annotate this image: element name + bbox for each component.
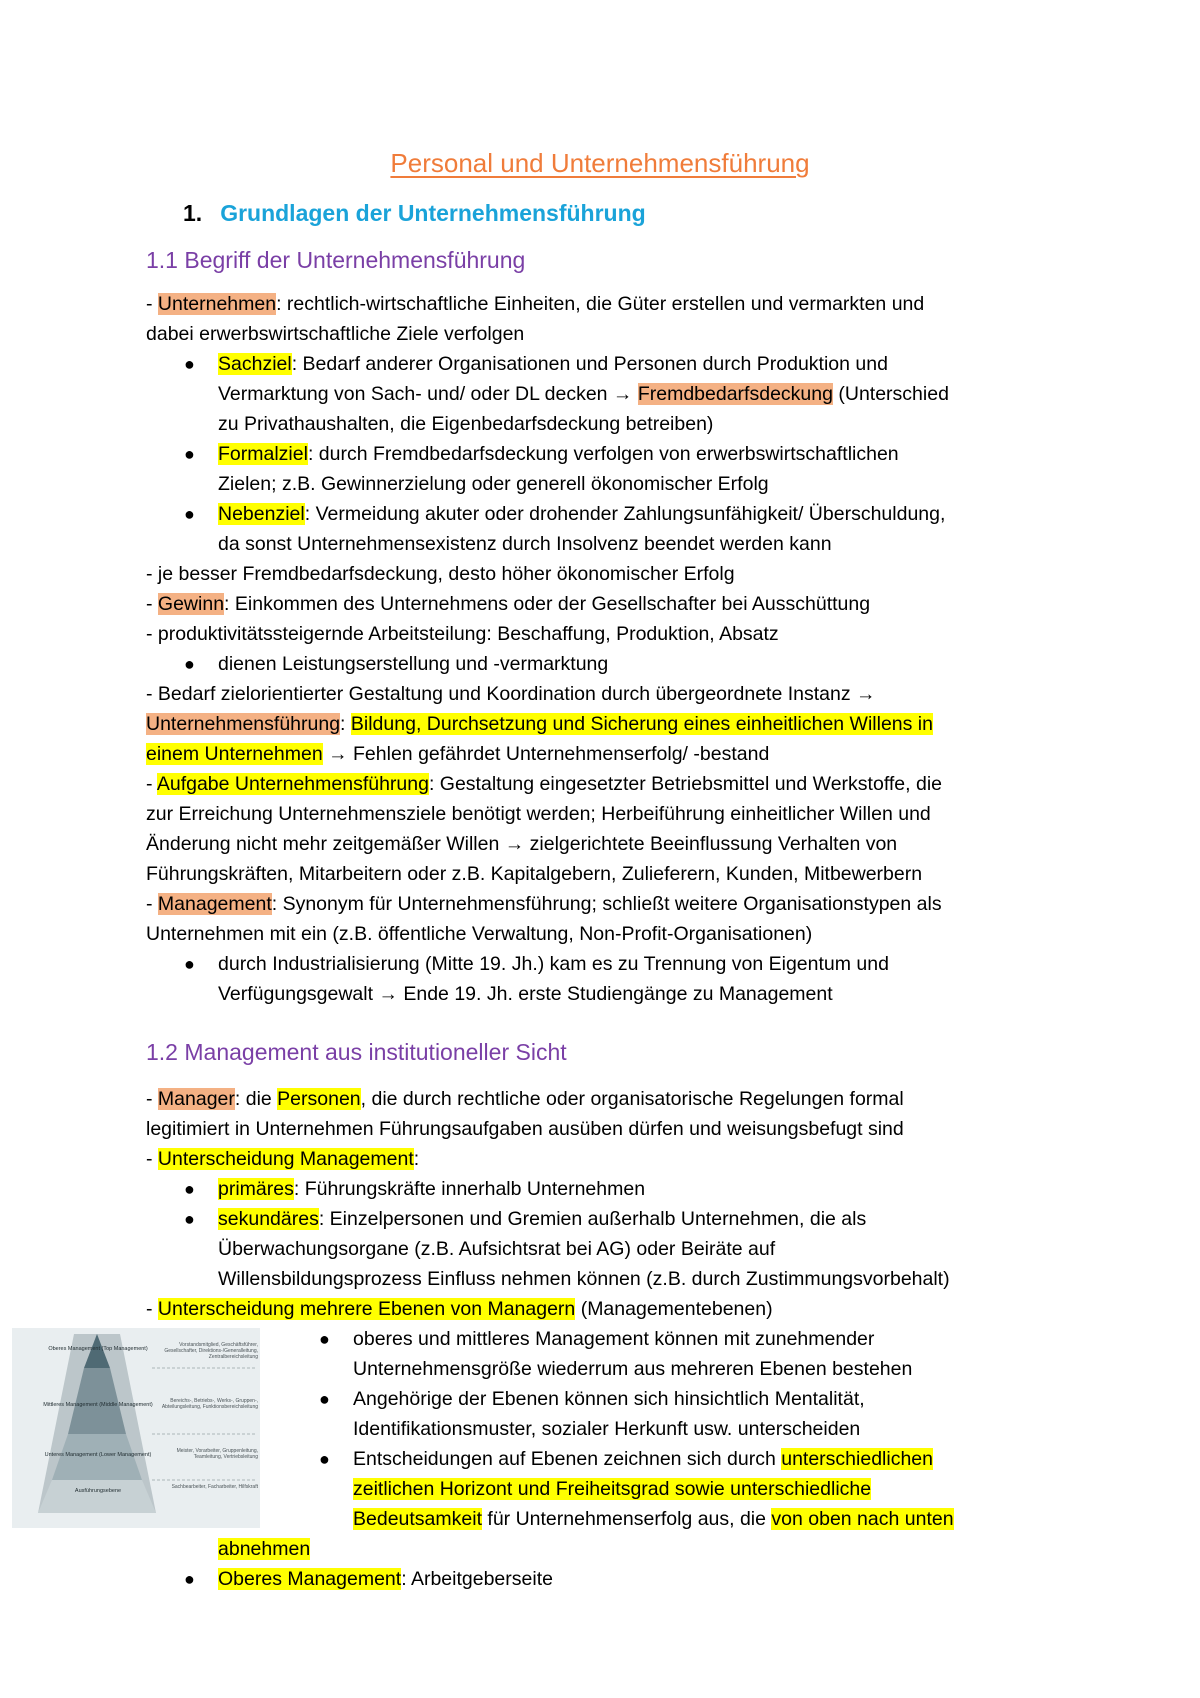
text-line <box>218 529 832 559</box>
text-run: Entscheidungen auf Ebenen zeichnen sich durch <box>353 1448 782 1470</box>
text-line <box>218 409 713 439</box>
text-highlight: Oberes Management <box>218 1568 402 1590</box>
text-run: : <box>340 713 351 735</box>
text-run: Willensbildungsprozess Einfluss nehmen können (z.B. durch Zustimmungsvorbehalt) <box>218 1268 950 1290</box>
text-highlight: Personen <box>277 1088 361 1110</box>
text-run: - <box>146 293 158 315</box>
text-run: Führungskräften, Mitarbeitern oder z.B. Kapitalgebern, Zulieferern, Kunden, Mitbewerbern <box>146 863 923 885</box>
text-run: zur Erreichung Unternehmensziele benötigt werden; Herbeiführung einheitlicher Willen und <box>146 803 931 825</box>
text-line <box>353 1474 871 1504</box>
bullet-marker: ● <box>319 1389 330 1409</box>
text-run: da sonst Unternehmensexistenz durch Insolvenz beendet werden kann <box>218 533 832 555</box>
text-highlight: Sachziel <box>218 353 292 375</box>
text-line <box>146 919 812 949</box>
text-highlight: primäres <box>218 1178 294 1200</box>
pyramid-base <box>38 1480 156 1513</box>
text-run: zu Privathaushalten, die Eigenbedarfsdeckung betreiben) <box>218 413 714 435</box>
text-run: (Managementebenen) <box>575 1298 773 1320</box>
text-highlight: Aufgabe Unternehmensführung <box>156 773 429 795</box>
pyramid-level-description: Sachbearbeiter, Facharbeiter, Hilfskraft <box>171 1484 258 1490</box>
text-highlight: zeitlichen Horizont und Freiheitsgrad sowie unterschiedliche <box>353 1478 872 1500</box>
text-line <box>146 679 876 709</box>
text-line <box>146 799 931 829</box>
bullet-line <box>218 649 608 679</box>
text-run: - je besser Fremdbedarfsdeckung, desto höher ökonomischer Erfolg <box>146 563 735 585</box>
bullet-marker: ● <box>184 444 195 464</box>
term-highlight: Unternehmensführung <box>146 713 341 735</box>
pyramid-level-description: Vorstandsmitglied, Geschäftsführer, Gesellschafter, Direktions-/Generalleitung, Zentralbereichsleitung <box>164 1342 258 1360</box>
text-highlight: unterschiedlichen <box>781 1448 933 1470</box>
text-line <box>218 379 949 409</box>
bullet-line <box>353 1444 933 1474</box>
text-run: : rechtlich-wirtschaftliche Einheiten, die Güter erstellen und vermarkten und <box>276 293 925 315</box>
text-line <box>146 289 924 319</box>
text-run: - produktivitätssteigernde Arbeitsteilung: Beschaffung, Produktion, Absatz <box>146 623 779 645</box>
text-run: : Bedarf anderer Organisationen und Personen durch Produktion und <box>291 353 888 375</box>
text-line <box>146 559 735 589</box>
text-run: - <box>146 773 157 795</box>
text-run: Vermarktung von Sach- und/ oder DL decken → <box>218 383 638 405</box>
bullet-line <box>218 499 945 529</box>
text-line <box>146 889 942 919</box>
bullet-marker: ● <box>184 354 195 374</box>
text-run: Identifikationsmuster, sozialer Herkunft usw. unterscheiden <box>353 1418 861 1440</box>
bullet-marker: ● <box>319 1329 330 1349</box>
bullet-marker: ● <box>184 1569 195 1589</box>
pyramid-level-label: Ausführungsebene <box>74 1488 122 1494</box>
text-run: - <box>146 1298 158 1320</box>
text-line <box>218 979 833 1009</box>
text-highlight: Bedeutsamkeit <box>353 1508 482 1530</box>
text-run: Angehörige der Ebenen können sich hinsichtlich Mentalität, <box>353 1388 865 1410</box>
pyramid-level-description: Bereichs-, Betriebs-, Werks-, Gruppen-, Abteilungsleitung, Funktionsbereichsleitung <box>161 1398 258 1410</box>
text-run: durch Industrialisierung (Mitte 19. Jh.) kam es zu Trennung von Eigentum und <box>218 953 889 975</box>
text-run: : durch Fremdbedarfsdeckung verfolgen von erwerbswirtschaftlichen <box>307 443 899 465</box>
text-run: : Einzelpersonen und Gremien außerhalb Unternehmen, die als <box>318 1208 867 1230</box>
text-line <box>353 1504 954 1534</box>
term-highlight: Gewinn <box>157 593 225 615</box>
text-run: Verfügungsgewalt → Ende 19. Jh. erste Studiengänge zu Management <box>218 983 833 1005</box>
text-line <box>218 469 769 499</box>
bullet-marker: ● <box>184 1209 195 1229</box>
bullet-marker: ● <box>184 654 195 674</box>
text-run: Überwachungsorgane (z.B. Aufsichtsrat bei AG) oder Beiräte auf <box>218 1238 776 1260</box>
text-line <box>353 1354 912 1384</box>
text-line <box>218 1264 950 1294</box>
bullet-marker: ● <box>184 504 195 524</box>
text-highlight: Formalziel <box>218 443 308 465</box>
text-run: legitimiert in Unternehmen Führungsaufgaben ausüben dürfen und weisungsbefugt sind <box>146 1118 904 1140</box>
term-highlight: Unternehmen <box>157 293 277 315</box>
text-line <box>218 1534 310 1564</box>
text-line <box>146 589 870 619</box>
section-number: 1. <box>183 200 203 226</box>
pyramid-level-label: Mittleres Management (Middle Management) <box>43 1402 153 1408</box>
section-heading-1 <box>183 200 646 227</box>
term-highlight: Fremdbedarfsdeckung <box>637 383 833 405</box>
text-run: , die durch rechtliche oder organisatorische Regelungen formal <box>360 1088 904 1110</box>
text-highlight: einem Unternehmen <box>146 743 323 765</box>
text-highlight: von oben nach unten <box>771 1508 954 1530</box>
bullet-line <box>218 1204 866 1234</box>
bullet-marker: ● <box>319 1449 330 1469</box>
text-highlight: Unterscheidung Management <box>157 1148 414 1170</box>
section-heading-1-2: 1.2 Management aus institutioneller Sicht <box>146 1039 567 1065</box>
text-line <box>146 319 524 349</box>
bullet-line <box>218 1564 553 1594</box>
text-run: Unternehmensgröße wiederrum aus mehreren Ebenen bestehen <box>353 1358 913 1380</box>
text-run: Zielen; z.B. Gewinnerzielung oder generell ökonomischer Erfolg <box>218 473 769 495</box>
text-run: : Synonym für Unternehmensführung; schließt weitere Organisationstypen als <box>271 893 942 915</box>
bullet-marker: ● <box>184 1179 195 1199</box>
bullet-line <box>218 349 888 379</box>
term-highlight: Management <box>157 893 272 915</box>
bullet-marker: ● <box>184 954 195 974</box>
text-run: : Arbeitgeberseite <box>401 1568 553 1590</box>
text-line <box>146 739 769 769</box>
text-highlight: abnehmen <box>218 1538 311 1560</box>
text-run: oberes und mittleres Management können mit zunehmender <box>353 1328 875 1350</box>
text-line <box>146 1144 419 1174</box>
bullet-line <box>218 439 899 469</box>
text-highlight: Bildung, Durchsetzung und Sicherung eines einheitlichen Willens in <box>350 713 933 735</box>
text-line <box>353 1414 860 1444</box>
text-run: : Gestaltung eingesetzter Betriebsmittel und Werkstoffe, die <box>428 773 942 795</box>
pyramid-level-label: Oberes Management (Top Management) <box>48 1346 148 1352</box>
text-run: : Führungskräfte innerhalb Unternehmen <box>293 1178 646 1200</box>
text-run: dienen Leistungserstellung und -vermarktung <box>218 653 609 675</box>
text-highlight: sekundäres <box>218 1208 319 1230</box>
text-line <box>146 1294 773 1324</box>
text-highlight: Unterscheidung mehrere Ebenen von Managern <box>157 1298 576 1320</box>
bullet-line <box>353 1324 874 1354</box>
text-line <box>146 1114 904 1144</box>
text-run: Änderung nicht mehr zeitgemäßer Willen → zielgerichtete Beeinflussung Verhalten von <box>146 833 898 855</box>
pyramid-level-label: Unteres Management (Lower Management) <box>44 1452 152 1458</box>
text-line <box>218 1234 775 1264</box>
pyramid-level-description: Meister, Vorarbeiter, Gruppenleitung, Teamleitung, Vertriebsleitung <box>176 1448 258 1460</box>
text-run: : Einkommen des Unternehmens oder der Gesellschafter bei Ausschüttung <box>224 593 871 615</box>
text-run: für Unternehmenserfolg aus, die <box>482 1508 772 1530</box>
bullet-line <box>353 1384 865 1414</box>
section-heading-1-1: 1.1 Begriff der Unternehmensführung <box>146 247 526 273</box>
text-run: - <box>146 593 158 615</box>
text-run: : die <box>234 1088 278 1110</box>
term-highlight: Manager <box>157 1088 235 1110</box>
text-run: - <box>146 893 158 915</box>
section-label: Grundlagen der Unternehmensführung <box>220 200 646 226</box>
text-run: : Vermeidung akuter oder drohender Zahlungsunfähigkeit/ Überschuldung, <box>304 503 946 525</box>
bullet-line <box>218 1174 645 1204</box>
document-title: Personal und Unternehmensführung <box>390 148 810 178</box>
text-run: → Fehlen gefährdet Unternehmenserfolg/ -bestand <box>322 743 770 765</box>
text-run: dabei erwerbswirtschaftliche Ziele verfolgen <box>146 323 525 345</box>
text-run: Unternehmen mit ein (z.B. öffentliche Verwaltung, Non-Profit-Organisationen) <box>146 923 813 945</box>
text-line <box>146 1084 904 1114</box>
text-line <box>146 619 779 649</box>
bullet-line <box>218 949 889 979</box>
management-pyramid-figure <box>12 1328 260 1528</box>
text-run: - Bedarf zielorientierter Gestaltung und Koordination durch übergeordnete Instanz → <box>146 683 876 705</box>
text-line <box>146 829 897 859</box>
text-run: (Unterschied <box>832 383 949 405</box>
text-highlight: Nebenziel <box>218 503 305 525</box>
text-line <box>146 709 933 739</box>
text-run: - <box>146 1148 158 1170</box>
text-run: : <box>413 1148 420 1170</box>
text-run: - <box>146 1088 158 1110</box>
text-line <box>146 769 942 799</box>
text-line <box>146 859 922 889</box>
